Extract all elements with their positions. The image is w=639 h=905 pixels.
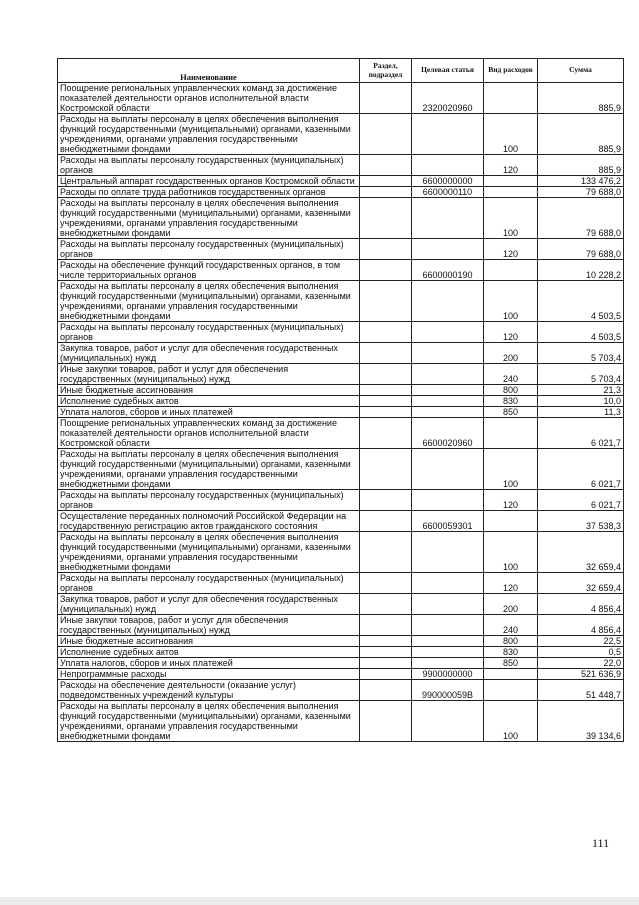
cell-type: 240 <box>484 364 538 385</box>
cell-sum: 6 021,7 <box>538 490 624 511</box>
cell-type: 100 <box>484 281 538 322</box>
cell-section <box>360 615 412 636</box>
cell-name: Иные бюджетные ассигнования <box>58 636 360 647</box>
cell-name: Расходы по оплате труда работников государственных органов <box>58 187 360 198</box>
cell-name: Исполнение судебных актов <box>58 647 360 658</box>
table-row <box>58 418 624 449</box>
page-number: 111 <box>592 836 610 850</box>
cell-article: 6600000110 <box>412 187 484 198</box>
cell-sum: 32 659,4 <box>538 532 624 573</box>
cell-section <box>360 83 412 114</box>
table-row <box>58 176 624 187</box>
cell-section <box>360 396 412 407</box>
cell-article <box>412 573 484 594</box>
table-row <box>58 532 624 573</box>
table-body <box>58 83 624 742</box>
cell-type: 100 <box>484 114 538 155</box>
cell-section <box>360 239 412 260</box>
cell-sum: 4 503,5 <box>538 281 624 322</box>
footer-band <box>0 897 639 905</box>
cell-sum: 133 476,2 <box>538 176 624 187</box>
cell-article <box>412 449 484 490</box>
cell-section <box>360 385 412 396</box>
cell-sum: 521 636,9 <box>538 669 624 680</box>
table-row <box>58 658 624 669</box>
cell-sum: 37 538,3 <box>538 511 624 532</box>
table-row <box>58 615 624 636</box>
cell-sum: 4 503,5 <box>538 322 624 343</box>
cell-sum: 885,9 <box>538 83 624 114</box>
table-row <box>58 636 624 647</box>
cell-section <box>360 511 412 532</box>
table-row <box>58 647 624 658</box>
cell-sum: 5 703,4 <box>538 343 624 364</box>
table-row <box>58 449 624 490</box>
cell-article <box>412 155 484 176</box>
cell-name: Расходы на выплаты персоналу государственных (муниципальных) органов <box>58 239 360 260</box>
cell-name: Иные закупки товаров, работ и услуг для обеспечения государственных (муниципальных) нужд <box>58 615 360 636</box>
cell-article: 990000059В <box>412 680 484 701</box>
table-row <box>58 407 624 418</box>
cell-section <box>360 669 412 680</box>
cell-section <box>360 490 412 511</box>
cell-type: 800 <box>484 385 538 396</box>
cell-name: Непрограммные расходы <box>58 669 360 680</box>
cell-article <box>412 636 484 647</box>
cell-sum: 21,3 <box>538 385 624 396</box>
table-row <box>58 322 624 343</box>
cell-section <box>360 532 412 573</box>
cell-sum: 39 134,6 <box>538 701 624 742</box>
cell-name: Расходы на выплаты персоналу в целях обеспечения выполнения функций государственными (муниципальными) органами, казенными учреждениями, органами управления государственными внебюджетными фондами <box>58 114 360 155</box>
cell-sum: 79 688,0 <box>538 187 624 198</box>
cell-section <box>360 449 412 490</box>
cell-article <box>412 396 484 407</box>
table-row <box>58 594 624 615</box>
cell-name: Расходы на выплаты персоналу в целях обеспечения выполнения функций государственными (муниципальными) органами, казенными учреждениями, органами управления государственными внебюджетными фондами <box>58 281 360 322</box>
cell-article: 6600059301 <box>412 511 484 532</box>
cell-article: 9900000000 <box>412 669 484 680</box>
cell-section <box>360 187 412 198</box>
table-row <box>58 114 624 155</box>
cell-sum: 10 228,2 <box>538 260 624 281</box>
cell-name: Расходы на выплаты персоналу государственных (муниципальных) органов <box>58 573 360 594</box>
cell-name: Расходы на выплаты персоналу в целях обеспечения выполнения функций государственными (муниципальными) органами, казенными учреждениями, органами управления государственными внебюджетными фондами <box>58 198 360 239</box>
cell-sum: 32 659,4 <box>538 573 624 594</box>
table-row <box>58 83 624 114</box>
table-row <box>58 239 624 260</box>
cell-article: 6600000190 <box>412 260 484 281</box>
cell-section <box>360 680 412 701</box>
header-section: Раздел, подраздел <box>360 59 412 83</box>
cell-section <box>360 281 412 322</box>
table-row <box>58 198 624 239</box>
cell-name: Расходы на выплаты персоналу государственных (муниципальных) органов <box>58 490 360 511</box>
cell-section <box>360 176 412 187</box>
cell-type: 120 <box>484 155 538 176</box>
cell-name: Уплата налогов, сборов и иных платежей <box>58 407 360 418</box>
cell-article <box>412 281 484 322</box>
cell-sum: 79 688,0 <box>538 239 624 260</box>
cell-article <box>412 594 484 615</box>
cell-article <box>412 407 484 418</box>
cell-article <box>412 114 484 155</box>
cell-section <box>360 573 412 594</box>
cell-sum: 11,3 <box>538 407 624 418</box>
table-row <box>58 511 624 532</box>
cell-article <box>412 615 484 636</box>
cell-section <box>360 364 412 385</box>
cell-type: 100 <box>484 198 538 239</box>
table-row <box>58 385 624 396</box>
cell-sum: 4 856,4 <box>538 615 624 636</box>
table-row <box>58 573 624 594</box>
cell-article <box>412 385 484 396</box>
cell-sum: 51 448,7 <box>538 680 624 701</box>
header-type: Вид расходов <box>484 59 538 83</box>
cell-section <box>360 322 412 343</box>
cell-type <box>484 176 538 187</box>
cell-type: 100 <box>484 449 538 490</box>
table-row <box>58 187 624 198</box>
budget-table <box>57 58 624 742</box>
cell-name: Расходы на выплаты персоналу государственных (муниципальных) органов <box>58 322 360 343</box>
cell-sum: 6 021,7 <box>538 449 624 490</box>
cell-sum: 0,5 <box>538 647 624 658</box>
cell-type: 850 <box>484 407 538 418</box>
cell-article <box>412 322 484 343</box>
cell-type: 830 <box>484 647 538 658</box>
cell-type <box>484 83 538 114</box>
table-row <box>58 490 624 511</box>
cell-sum: 22,5 <box>538 636 624 647</box>
cell-section <box>360 658 412 669</box>
cell-type: 120 <box>484 239 538 260</box>
cell-article <box>412 658 484 669</box>
cell-type: 100 <box>484 701 538 742</box>
cell-article: 6600020960 <box>412 418 484 449</box>
cell-type: 850 <box>484 658 538 669</box>
cell-section <box>360 594 412 615</box>
table-row <box>58 364 624 385</box>
cell-type: 240 <box>484 615 538 636</box>
cell-sum: 10,0 <box>538 396 624 407</box>
cell-article <box>412 364 484 385</box>
cell-sum: 4 856,4 <box>538 594 624 615</box>
cell-section <box>360 155 412 176</box>
cell-name: Уплата налогов, сборов и иных платежей <box>58 658 360 669</box>
table-row <box>58 343 624 364</box>
cell-name: Расходы на выплаты персоналу в целях обеспечения выполнения функций государственными (муниципальными) органами, казенными учреждениями, органами управления государственными внебюджетными фондами <box>58 532 360 573</box>
cell-name: Иные бюджетные ассигнования <box>58 385 360 396</box>
cell-type <box>484 680 538 701</box>
cell-type: 100 <box>484 532 538 573</box>
cell-article <box>412 490 484 511</box>
cell-type: 830 <box>484 396 538 407</box>
cell-sum: 885,9 <box>538 155 624 176</box>
cell-type: 120 <box>484 322 538 343</box>
cell-article: 6600000000 <box>412 176 484 187</box>
header-name: Наименование <box>58 59 360 83</box>
cell-name: Центральный аппарат государственных органов Костромской области <box>58 176 360 187</box>
cell-sum: 6 021,7 <box>538 418 624 449</box>
cell-name: Расходы на обеспечение деятельности (оказание услуг) подведомственных учреждений культуры <box>58 680 360 701</box>
cell-name: Поощрение региональных управленческих команд за достижение показателей деятельности органов исполнительной власти Костромской области <box>58 83 360 114</box>
cell-type: 200 <box>484 343 538 364</box>
cell-type: 120 <box>484 573 538 594</box>
cell-article <box>412 239 484 260</box>
cell-name: Исполнение судебных актов <box>58 396 360 407</box>
table-row <box>58 680 624 701</box>
cell-article <box>412 701 484 742</box>
cell-article <box>412 647 484 658</box>
cell-name: Расходы на выплаты персоналу государственных (муниципальных) органов <box>58 155 360 176</box>
cell-name: Поощрение региональных управленческих команд за достижение показателей деятельности органов исполнительной власти Костромской области <box>58 418 360 449</box>
cell-name: Расходы на выплаты персоналу в целях обеспечения выполнения функций государственными (муниципальными) органами, казенными учреждениями, органами управления государственными внебюджетными фондами <box>58 449 360 490</box>
cell-name: Закупка товаров, работ и услуг для обеспечения государственных (муниципальных) нужд <box>58 343 360 364</box>
cell-sum: 5 703,4 <box>538 364 624 385</box>
cell-type: 120 <box>484 490 538 511</box>
cell-section <box>360 260 412 281</box>
cell-article: 2320020960 <box>412 83 484 114</box>
cell-sum: 22,0 <box>538 658 624 669</box>
cell-type <box>484 418 538 449</box>
cell-name: Расходы на выплаты персоналу в целях обеспечения выполнения функций государственными (муниципальными) органами, казенными учреждениями, органами управления государственными внебюджетными фондами <box>58 701 360 742</box>
table-row <box>58 701 624 742</box>
table-row <box>58 155 624 176</box>
cell-article <box>412 198 484 239</box>
header-sum: Сумма <box>538 59 624 83</box>
table-row <box>58 396 624 407</box>
header-article: Целевая статья <box>412 59 484 83</box>
cell-name: Расходы на обеспечение функций государственных органов, в том числе территориальных органов <box>58 260 360 281</box>
cell-type <box>484 260 538 281</box>
cell-article <box>412 343 484 364</box>
cell-section <box>360 198 412 239</box>
cell-type <box>484 669 538 680</box>
cell-type <box>484 187 538 198</box>
cell-article <box>412 532 484 573</box>
table-row <box>58 260 624 281</box>
cell-section <box>360 418 412 449</box>
cell-section <box>360 407 412 418</box>
cell-name: Иные закупки товаров, работ и услуг для обеспечения государственных (муниципальных) нужд <box>58 364 360 385</box>
cell-section <box>360 647 412 658</box>
cell-name: Осуществление переданных полномочий Российской Федерации на государственную регистрацию актов гражданского состояния <box>58 511 360 532</box>
table-row <box>58 669 624 680</box>
cell-section <box>360 701 412 742</box>
table-row <box>58 281 624 322</box>
cell-sum: 79 688,0 <box>538 198 624 239</box>
cell-type <box>484 511 538 532</box>
cell-sum: 885,9 <box>538 114 624 155</box>
cell-type: 800 <box>484 636 538 647</box>
cell-section <box>360 343 412 364</box>
cell-type: 200 <box>484 594 538 615</box>
cell-section <box>360 114 412 155</box>
cell-section <box>360 636 412 647</box>
cell-name: Закупка товаров, работ и услуг для обеспечения государственных (муниципальных) нужд <box>58 594 360 615</box>
table-header-row <box>58 59 624 83</box>
